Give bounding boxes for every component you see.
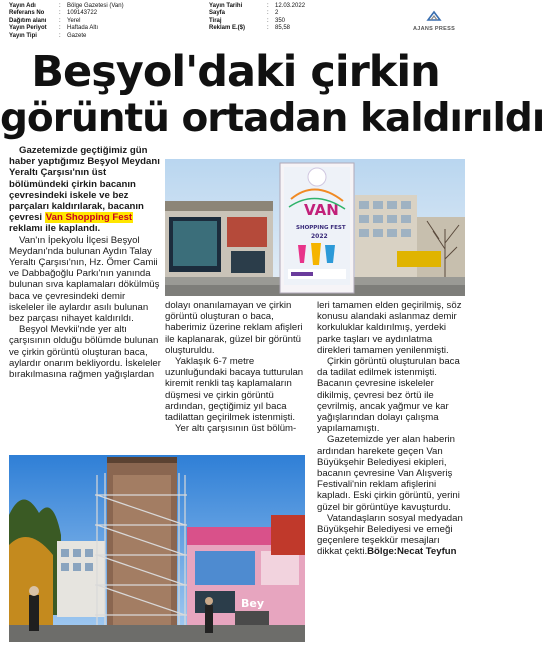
mall-sign-text: Bey [241, 597, 265, 610]
ajans-press-logo [406, 11, 462, 35]
banner-van-text: VAN [304, 201, 339, 219]
article-paragraph: Van'ın İpekyolu İlçesi Beşyol Meydanı'nda bulunan Aydın Talay Yeraltı Çarşısı'nın, Hz. Ömer Camii ve Dabbağoğlu Parkı'nın yanında bulunan sıva kaplamaları dökülmüş baca ve çevresindeki demir iskeleler ile aylardır asılı bulunan bez parçası nihayet kaldırıldı. [9, 234, 160, 325]
article-paragraph: Gazetemizde yer alan haberin ardından harekete geçen Van Büyükşehir Belediyesi ekipleri, bacanın çevresine Van Alışveriş Festivali'nin reklam afişlerini kapladı. Eski çirkin görüntü, yerini güzel bir görüntüye kavuşturdu. [317, 434, 460, 513]
headline-line-2: görüntü ortadan kaldırıldı [0, 96, 544, 141]
article-lead: Gazetemizde geçtiğimiz gün haber yaptığımız Beşyol Meydanı Yeraltı Çarşısı'nın üst bölümündeki çirkin bacanın çevresindeki iskele ve bez parçaları kaldırılarak, bacanın çevresi Van Shopping Fest reklamı ile kaplandı. [9, 145, 160, 235]
article-column-left [9, 145, 161, 380]
meta-row: Tiraj : 350 [209, 17, 286, 24]
meta-row: Yayın Tipi : Gazete [9, 32, 87, 39]
clipping-meta [9, 3, 464, 51]
article-paragraph: Beşyol Mevkii'nde yer altı çarşısının olduğu bölümde bulunan ve çirkin görüntü oluşturan baca, aylardır onarım bekliyordu. İskeleler bırakılmasına rağmen yağışlardan [9, 324, 161, 381]
meta-row: Yayın Periyot : Haftada Altı [9, 25, 99, 32]
meta-row: Yayın Tarihi : 12.03.2022 [209, 3, 306, 9]
article-paragraph: Vatandaşların sosyal medyadan Büyükşehir Belediyesi ve emeği geçenlere teşekkür mesajları dikkat çekti.Bölge:Necat Teyfun [317, 512, 463, 558]
meta-right [209, 3, 305, 33]
article-column-right [317, 300, 465, 558]
logo-text: AJANS PRESS [412, 26, 456, 33]
banner-year-text: 2022 [311, 233, 328, 240]
meta-row: Referans No : 109143722 [9, 10, 98, 17]
photo-chimney-scaffolding [9, 455, 305, 642]
article-paragraph: leri tamamen elden geçirilmiş, söz konusu alandaki aslanmaz demir korkuluklar kaldırılmış, yerdeki parke taşları ve aydınlatma direkleri tamamen yenilenmişti. [317, 300, 462, 356]
meta-left [9, 3, 124, 40]
article-signature: Bölge:Necat Teyfun [367, 546, 457, 558]
article-paragraph: Yaklaşık 6-7 metre uzunluğundaki bacaya tutturulan kiremit renkli taş kaplamaların düşmesi ve çirkin görüntü ardından, geçtiğimiz yıl baca tadilattan geçirilmek istenmişti. [165, 356, 304, 424]
logo-mark-icon [427, 11, 441, 21]
photo-shopping-fest-pillar [165, 159, 465, 296]
highlighted-brand: Van Shopping Fest [45, 212, 133, 224]
article-column-middle [165, 300, 307, 434]
article-paragraph: dolayı onanılamayan ve çirkin görüntü oluşturan o baca, haberimiz üzerine reklam afişleri ile kaplanarak, güzel bir görüntü oluşturuldu. [165, 300, 303, 356]
meta-row: Dağıtım alanı : Yerel [9, 17, 81, 24]
article-paragraph: Çirkin görüntü oluşturulan baca da tadilat edilmek istenmişti. Bacanın çevresine iskeleler dikilmiş, çevresi bez örtü ile çevrilmiş, ancak yağmur ve kar yağışlarından dolayı çalışma yapılamamıştı. [317, 356, 460, 435]
meta-row: Reklam E.($) : 85,58 [209, 25, 291, 32]
article-paragraph: Yer altı çarşısının üst bölüm- [175, 423, 297, 435]
meta-row: Sayfa : 2 [209, 10, 279, 17]
meta-row: Yayın Adı : Bölge Gazetesi (Van) [9, 3, 124, 9]
headline-line-1: Beşyol'daki çirkin [31, 47, 440, 97]
banner-sub-text: SHOPPING FEST [296, 225, 346, 231]
